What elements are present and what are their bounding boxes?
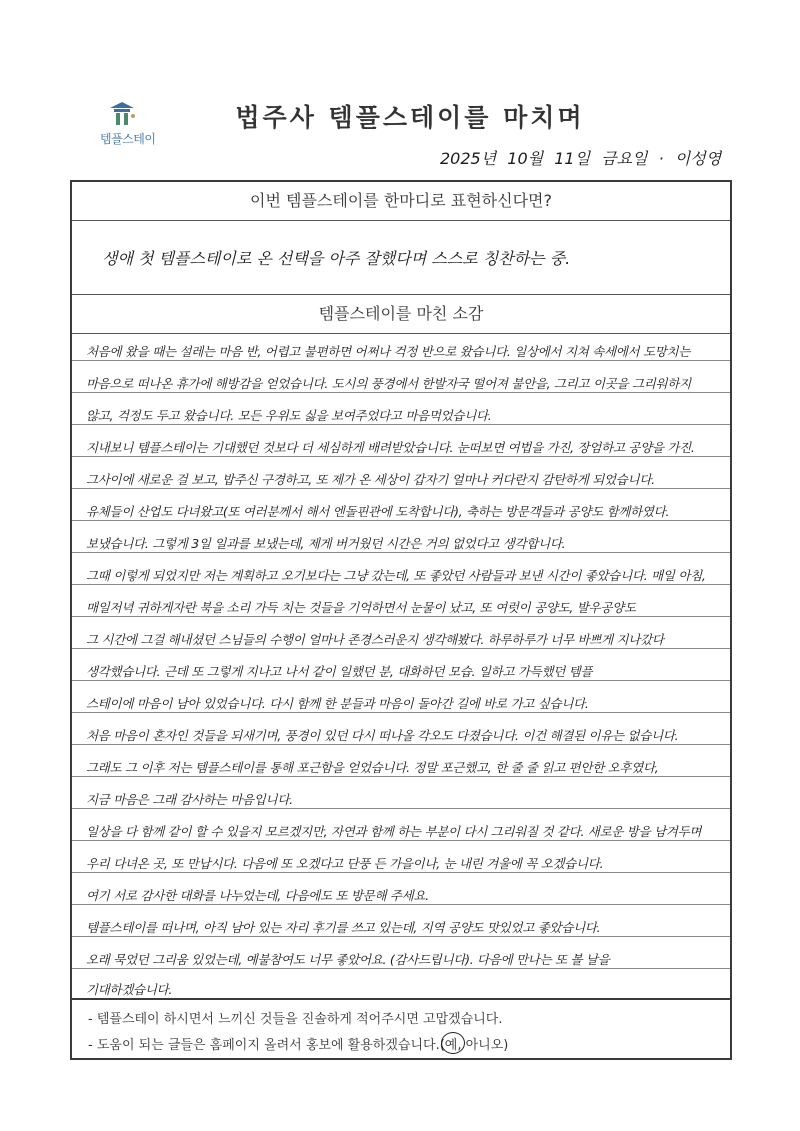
impression-line: 지내보니 템플스테이는 기대했던 것보다 더 세심하게 배려받았습니다. 눈떠보면 여법을 가진, 장엄하고 공양을 가진. (86, 440, 695, 455)
templestay-logo (100, 100, 158, 150)
impression-line: 지금 마음은 그래 감사하는 마음입니다. (86, 792, 293, 807)
question-one-heading: 이번 템플스테이를 한마디로 표현하신다면? (72, 182, 730, 221)
impression-line: 기대하겠습니다. (86, 982, 173, 997)
impression-line: 않고, 걱정도 두고 왔습니다. 모든 우위도 싫을 보여주었다고 마음먹었습니다. (86, 408, 492, 423)
impression-line: 마음으로 떠나온 휴가에 해방감을 얻었습니다. 도시의 풍경에서 한발자국 떨어져 불안을, 그리고 이곳을 그리워하지 (86, 376, 691, 391)
yes-selection-circle (441, 1032, 465, 1054)
footer-notes (72, 998, 730, 1064)
impression-line: 오래 묵었던 그리움 있었는데, 예불참여도 너무 좋았어요. (감사드립니다). 다음에 만나는 또 볼 날을 (86, 952, 610, 967)
impression-line: 보냈습니다. 그렇게 3일 일과를 보냈는데, 제게 버거웠던 시간은 거의 없었다고 생각합니다. (86, 536, 566, 551)
logo-text: 템플스테이 (100, 132, 156, 146)
date-weekday: 금요일 (601, 149, 648, 168)
temple-icon (106, 100, 138, 126)
impression-line: 그래도 그 이후 저는 템플스테이를 통해 포근함을 얻었습니다. 정말 포근했고, 한 줄 줄 읽고 편안한 오후였다, (86, 760, 659, 775)
impression-line: 여기 서로 감사한 대화를 나누었는데, 다음에도 또 방문해 주세요. (86, 888, 429, 903)
impression-line: 그사이에 새로운 걸 보고, 밥주신 구경하고, 또 제가 온 세상이 갑자기 얼마나 커다란지 감탄하게 되었습니다. (86, 472, 655, 487)
impressions-heading: 템플스테이를 마친 소감 (72, 294, 730, 334)
form-frame (70, 180, 732, 1060)
impression-line: 일상을 다 함께 같이 할 수 있을지 모르겠지만, 자연과 함께 하는 부분이 다시 그리워질 것 같다. 새로운 방을 남겨두며 (86, 824, 702, 839)
impression-line: 처음에 왔을 때는 설레는 마음 반, 어렵고 불편하면 어쩌나 걱정 반으로 왔습니다. 일상에서 지쳐 속세에서 도망치는 (86, 344, 691, 359)
date-line: 2025년 10월 11일 금요일 · 이성영 (440, 149, 722, 168)
date-day: 11일 (554, 149, 591, 168)
impression-line: 처음 마음이 혼자인 것들을 되새기며, 풍경이 있던 다시 떠나올 각오도 다졌습니다. 이건 해결된 이유는 없습니다. (86, 728, 679, 743)
impression-line: 우리 다녀온 곳, 또 만납시다. 다음에 또 오겠다고 단풍 든 가을이나, 눈 내린 겨울에 꼭 오겠습니다. (86, 856, 604, 871)
impression-line: 매일저녁 귀하게자란 북을 소리 가득 치는 것들을 기억하면서 눈물이 났고, 또 여럿이 공양도, 발우공양도 (86, 600, 636, 615)
impression-line: 스테이에 마음이 남아 있었습니다. 다시 함께 한 분들과 마음이 돌아간 길에 바로 가고 싶습니다. (86, 696, 589, 711)
impression-line: 그때 이렇게 되었지만 저는 계획하고 오기보다는 그냥 갔는데, 또 좋았던 사람들과 보낸 시간이 좋았습니다. 매일 아침, (86, 568, 706, 583)
one-word-answer: 생애 첫 템플스테이로 온 선택을 아주 잘했다며 스스로 칭찬하는 중. (102, 249, 571, 268)
impression-line: 생각했습니다. 근데 또 그렇게 지나고 나서 같이 일했던 분, 대화하던 모습. 일하고 가득했던 템플 (86, 664, 593, 679)
footer-note-one: - 템플스테이 하시면서 느끼신 것들을 진솔하게 적어주시면 고맙겠습니다. (88, 1012, 503, 1027)
footer-note-two: - 도움이 되는 글들은 홈페이지 올려서 홍보에 활용하겠습니다.(예, 아니오) (88, 1038, 509, 1053)
author-name: 이성영 (674, 149, 722, 168)
impression-line: 그 시간에 그걸 해내셨던 스님들의 수행이 얼마나 존경스러운지 생각해봤다. 하루하루가 너무 바쁘게 지나갔다 (86, 632, 664, 647)
page-title: 법주사 템플스테이를 마치며 (235, 103, 585, 132)
impression-line: 템플스테이를 떠나며, 아직 남아 있는 자리 후기를 쓰고 있는데, 지역 공양도 맛있었고 좋았습니다. (86, 920, 601, 935)
impression-line: 유체들이 산업도 다녀왔고(또 여러분께서 해서 엔돌핀관에 도착합니다), 축하는 방문객들과 공양도 함께하였다. (86, 504, 670, 519)
date-year: 2025년 (440, 149, 497, 168)
date-month: 10월 (507, 149, 544, 168)
